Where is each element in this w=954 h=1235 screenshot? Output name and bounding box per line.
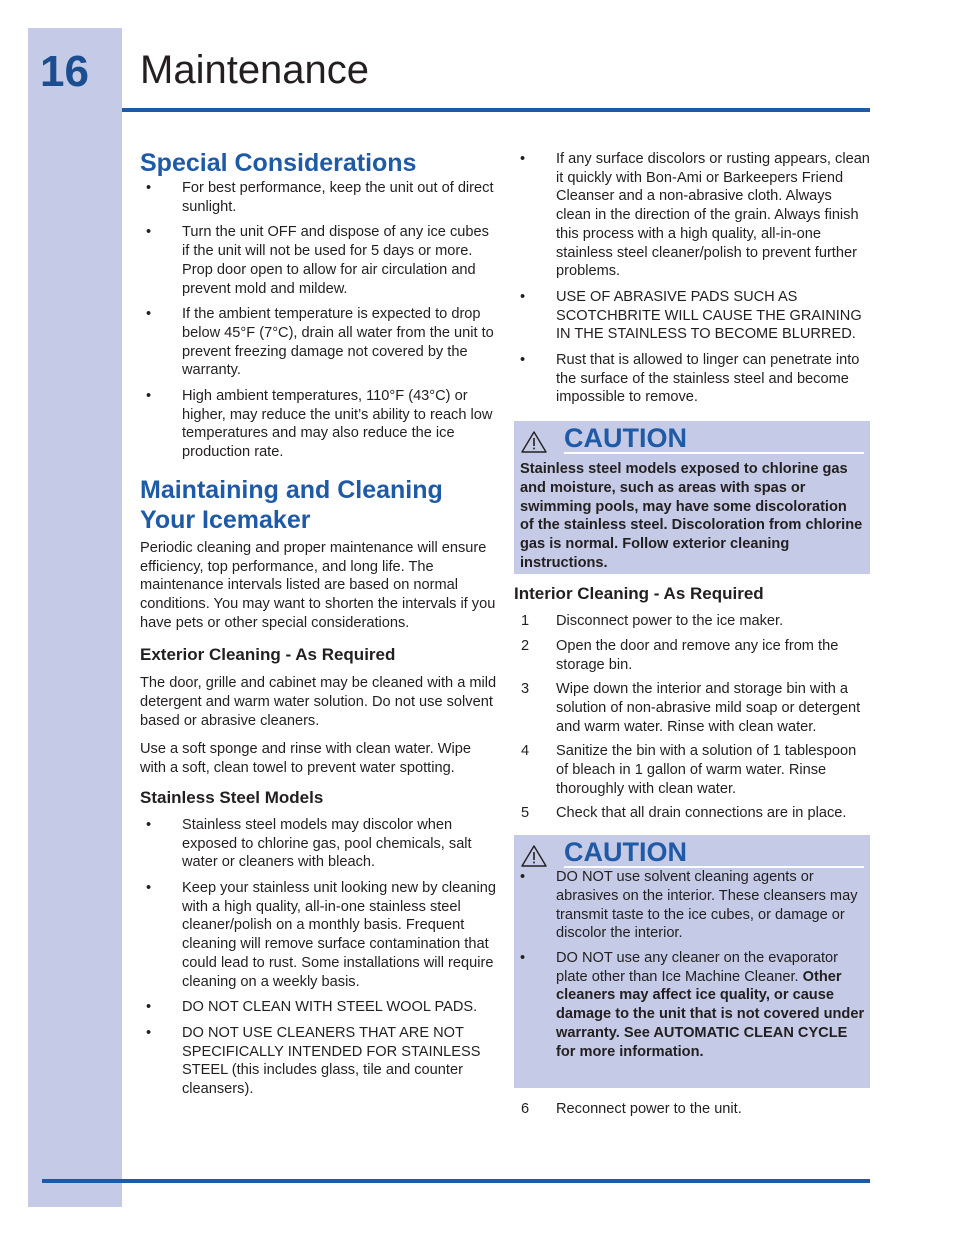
- caution-label: CAUTION: [564, 424, 864, 454]
- list-item: • Keep your stainless unit looking new by cleaning with a high quality, all-in-one stainless steel cleaner/polish on a monthly basis. Frequent cleaning will remove surface contamination that could lead to rust. Some installations will require cleaning on a weekly basis.: [140, 879, 500, 991]
- step-text: Disconnect power to the ice maker.: [556, 613, 784, 630]
- list-item: • Turn the unit OFF and dispose of any ice cubes if the unit will not be used for 5 days or more. Prop door open to allow for air circulation and prevent mold and mildew.: [140, 223, 500, 298]
- warning-triangle-icon: [520, 844, 548, 868]
- list-item: • USE OF ABRASIVE PADS SUCH AS SCOTCHBRITE WILL CAUSE THE GRAINING IN THE STAINLESS TO BECOME BLURRED.: [514, 288, 870, 344]
- step-text: Wipe down the interior and storage bin with a solution of non-abrasive mild soap or detergent and warm water. Rinse with clean water.: [556, 681, 861, 735]
- caution-header: [514, 421, 870, 454]
- exterior-paragraph-2: Use a soft sponge and rinse with clean water. Wipe with a soft, clean towel to prevent water spotting.: [140, 741, 471, 777]
- maintaining-intro: Periodic cleaning and proper maintenance will ensure efficiency, top performance, and long life. The maintenance intervals listed are based on normal conditions. You may want to shorten the intervals if you have pets or other special considerations.: [140, 539, 496, 631]
- right-column: [514, 150, 870, 1119]
- step-item: [514, 680, 870, 736]
- footer-rule: [42, 1179, 870, 1183]
- step-text: Open the door and remove any ice from the storage bin.: [556, 637, 839, 673]
- list-item: [514, 949, 870, 1061]
- caution-text: Stainless steel models exposed to chlorine gas and moisture, such as areas with spas or swimming pools, may have some discoloration of the stainless steel. Discoloration from chlorine gas is normal. Follow exterior cleaning instructions.: [520, 461, 863, 571]
- caution-header: [514, 835, 870, 868]
- caution-box-interior: [514, 835, 870, 1088]
- step-item: [514, 742, 870, 798]
- exterior-paragraph-1: The door, grille and cabinet may be cleaned with a mild detergent and warm water solution. Do not use solvent based or abrasive cleaners.: [140, 675, 497, 729]
- final-step-list: [514, 1100, 870, 1119]
- list-item: • DO NOT use solvent cleaning agents or abrasives on the interior. These cleansers may transmit taste to the ice cubes, or damage or discolor the interior.: [514, 868, 870, 943]
- interior-steps-list: [514, 612, 870, 823]
- step-item: [514, 637, 870, 674]
- page-sidebar-band: [28, 28, 122, 1207]
- caution-bold-text: Other cleaners may affect ice quality, or cause damage to the unit that is not covered under warranty. See AUTOMATIC CLEAN CYCLE for more information.: [556, 968, 865, 1060]
- list-item: • High ambient temperatures, 110°F (43°C) or higher, may reduce the unit’s ability to reach low temperatures and may also reduce the ice production rate.: [140, 387, 500, 462]
- list-item: • Rust that is allowed to linger can penetrate into the surface of the stainless steel and become impossible to remove.: [514, 351, 870, 407]
- exterior-cleaning-heading: Exterior Cleaning - As Required: [140, 645, 396, 665]
- step-number: 4: [521, 743, 530, 760]
- warning-triangle-icon: [520, 430, 548, 454]
- caution-box-chlorine: [514, 421, 870, 574]
- step-text: Sanitize the bin with a solution of 1 tablespoon of bleach in 1 gallon of warm water. Rinse thoroughly with clean water.: [556, 743, 857, 797]
- step-number: 6: [521, 1101, 530, 1118]
- step-number: 3: [521, 681, 530, 698]
- stainless-steel-list-continued: [514, 150, 870, 407]
- list-item: • If any surface discolors or rusting appears, clean it quickly with Bon-Ami or Barkeepers Friend Cleanser and a non-abrasive cloth. Always clean in the direction of the grain. Always finish this process with a high quality, all-in-one stainless steel cleaner/polish to prevent further problems.: [514, 150, 870, 281]
- special-considerations-heading: Special Considerations: [140, 149, 417, 177]
- list-item: • DO NOT USE CLEANERS THAT ARE NOT SPECIFICALLY INTENDED FOR STAINLESS STEEL (this includes glass, tile and counter cleansers).: [140, 1024, 500, 1099]
- interior-cleaning-heading: Interior Cleaning - As Required: [514, 584, 764, 604]
- caution-normal-text: DO NOT use any cleaner on the evaporator plate other than Ice Machine Cleaner.: [556, 949, 839, 985]
- special-considerations-list: [140, 179, 500, 462]
- stainless-steel-list: [140, 816, 500, 1099]
- caution-label: CAUTION: [564, 838, 864, 868]
- caution-list: [514, 868, 870, 1061]
- step-text: Reconnect power to the unit.: [556, 1101, 742, 1118]
- list-item: • For best performance, keep the unit out of direct sunlight.: [140, 179, 500, 216]
- step-item: [514, 612, 870, 631]
- maintaining-heading: Maintaining and Cleaning Your Icemaker: [140, 475, 443, 534]
- list-item: • If the ambient temperature is expected to drop below 45°F (7°C), drain all water from the unit to prevent freezing damage not covered by the warranty.: [140, 305, 500, 380]
- list-item: • DO NOT CLEAN WITH STEEL WOOL PADS.: [140, 998, 500, 1017]
- step-text: Check that all drain connections are in place.: [556, 805, 847, 822]
- left-column: [140, 148, 500, 1099]
- stainless-steel-heading: Stainless Steel Models: [140, 787, 324, 807]
- step-number: 2: [521, 637, 530, 654]
- page-title: Maintenance: [140, 48, 370, 92]
- page-number: 16: [40, 47, 89, 96]
- step-item: [514, 804, 870, 823]
- header-rule: [122, 108, 870, 112]
- step-number: 5: [521, 805, 530, 822]
- list-item: • Stainless steel models may discolor when exposed to chlorine gas, pool chemicals, salt water or cleaners with bleach.: [140, 816, 500, 872]
- step-item: [514, 1100, 870, 1119]
- step-number: 1: [521, 613, 530, 630]
